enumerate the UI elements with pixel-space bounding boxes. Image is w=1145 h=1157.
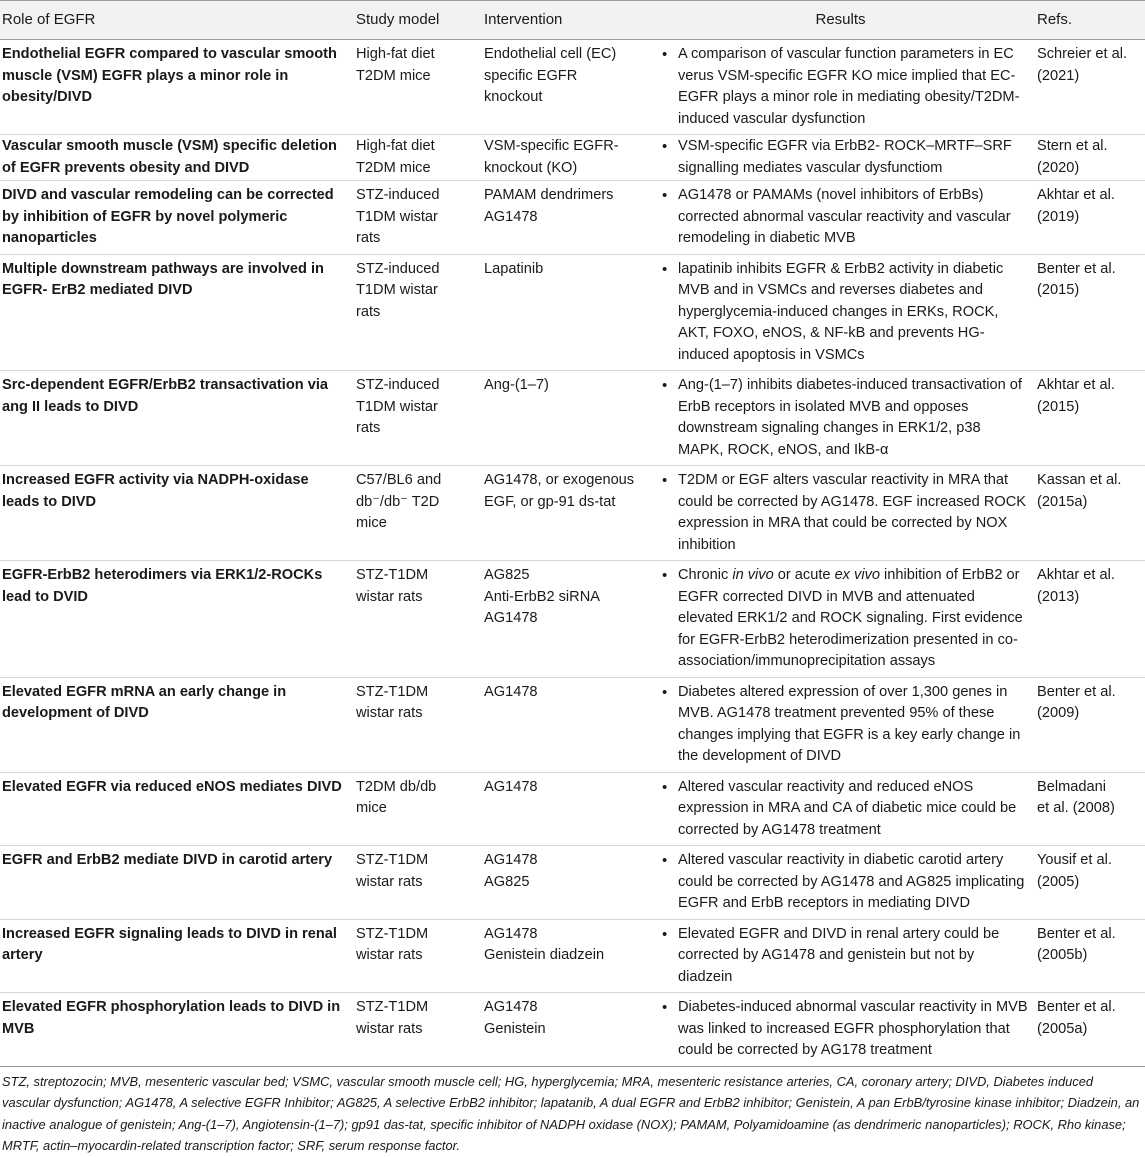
cell-model-line: T2DM db/db [356, 778, 437, 795]
cell-model [352, 677, 480, 772]
cell-model-line: STZ-induced [356, 377, 440, 393]
result-fragment: Chronic [678, 567, 733, 583]
cell-intervention [480, 181, 648, 255]
cell-ref [1033, 181, 1145, 255]
cell-model-line: STZ-T1DM [356, 852, 429, 868]
cell-ref [1033, 677, 1145, 772]
cell-ref-line: (2009) [1037, 705, 1080, 721]
cell-intervention-line: AG1478 [484, 610, 538, 626]
cell-role: Src-dependent EGFR/ErbB2 transactivation via ang II leads to DIVD [0, 371, 352, 466]
cell-ref-line: (2020) [1037, 159, 1080, 176]
bullet-icon: • [662, 683, 668, 701]
cell-ref-line: (2005) [1037, 873, 1080, 890]
table-row [0, 40, 1145, 135]
bullet-icon: • [662, 567, 668, 584]
cell-ref-line: Kassan et al. [1037, 472, 1122, 488]
cell-ref-line: Stern et al. [1037, 138, 1108, 154]
cell-role: DIVD and vascular remodeling can be corrected by inhibition of EGFR by novel polymeric nanoparticles [0, 181, 352, 255]
cell-model-line: rats [356, 303, 381, 320]
cell-result [648, 254, 1033, 371]
cell-intervention-line: Lapatinib [484, 260, 544, 277]
cell-model-line: STZ-T1DM [356, 567, 429, 583]
cell-model-line: rats [356, 420, 381, 436]
cell-intervention [480, 135, 648, 181]
bullet-icon: • [662, 377, 668, 394]
table-row [0, 135, 1145, 181]
cell-intervention-line: Genistein diadzein [484, 947, 605, 963]
table-row [0, 919, 1145, 993]
cell-result [648, 466, 1033, 561]
cell-ref-line: Schreier et al. [1037, 46, 1128, 62]
cell-ref [1033, 561, 1145, 678]
cell-model [352, 135, 480, 181]
result-text: Altered vascular reactivity in diabetic carotid artery could be corrected by AG1478 and AG825 implicating EGFR and ErbB receptors in mediating DIVD [678, 852, 1025, 911]
cell-model-line: db⁻/db⁻ T2D [356, 493, 440, 510]
cell-result [648, 135, 1033, 181]
bullet-icon: • [662, 472, 668, 489]
cell-intervention [480, 846, 648, 920]
table-body [0, 40, 1145, 1067]
table-row [0, 561, 1145, 678]
bullet-icon: • [662, 138, 668, 155]
cell-ref [1033, 846, 1145, 920]
cell-intervention [480, 993, 648, 1067]
result-text: AG1478 or PAMAMs (novel inhibitors of ErbBs) corrected abnormal vascular reactivity and vascular remodeling in diabetic MVB [678, 187, 1011, 246]
cell-model [352, 371, 480, 466]
cell-ref-line: Belmadani [1037, 778, 1106, 795]
cell-intervention-line: Anti-ErbB2 siRNA [484, 588, 600, 605]
header-intervention: Intervention [480, 1, 648, 40]
bullet-icon: • [662, 260, 668, 278]
cell-ref [1033, 466, 1145, 561]
result-text: T2DM or EGF alters vascular reactivity in MRA that could be corrected by AG1478. EGF increased ROCK expression in MRA that could be corrected by NOX inhibition [678, 472, 1026, 553]
cell-ref-line: Benter et al. [1037, 925, 1116, 942]
cell-model-line: STZ-T1DM [356, 925, 429, 942]
cell-result [648, 181, 1033, 255]
cell-intervention-line: AG1478 [484, 208, 538, 225]
header-results: Results [648, 1, 1033, 40]
cell-model-line: rats [356, 230, 381, 246]
result-text: VSM-specific EGFR via ErbB2- ROCK–MRTF–SRF signalling mediates vascular dysfunctiom [678, 138, 1012, 176]
cell-model-line: High-fat diet [356, 138, 435, 154]
cell-ref [1033, 993, 1145, 1067]
cell-model-line: T1DM wistar [356, 282, 438, 298]
cell-role: Endothelial EGFR compared to vascular smooth muscle (VSM) EGFR plays a minor role in obesity/DIVD [0, 40, 352, 135]
cell-model-line: T2DM mice [356, 159, 431, 176]
bullet-icon: • [662, 999, 668, 1016]
cell-ref [1033, 135, 1145, 181]
bullet-icon: • [662, 925, 668, 943]
cell-ref [1033, 254, 1145, 371]
cell-model-line: STZ-T1DM [356, 999, 429, 1015]
cell-intervention [480, 561, 648, 678]
cell-model [352, 40, 480, 135]
result-italic: ex vivo [834, 567, 880, 583]
cell-ref-line: (2005b) [1037, 947, 1088, 963]
cell-model-line: High-fat diet [356, 46, 435, 62]
cell-intervention-line: AG1478 [484, 778, 538, 795]
cell-model-line: STZ-T1DM [356, 683, 429, 700]
cell-ref [1033, 40, 1145, 135]
result-text: A comparison of vascular function parameters in EC verus VSM-specific EGFR KO mice implied that EC-EGFR plays a minor role in mediating obesity/T2DM-induced vascular dysfunction [678, 46, 1020, 127]
cell-result [648, 993, 1033, 1067]
cell-role: Elevated EGFR phosphorylation leads to DIVD in MVB [0, 993, 352, 1067]
bullet-icon: • [662, 46, 668, 63]
cell-intervention-line: VSM-specific EGFR- [484, 138, 619, 154]
result-fragment: or acute [773, 567, 835, 583]
result-text: lapatinib inhibits EGFR & ErbB2 activity in diabetic MVB and in VSMCs and reverses diabetes and hyperglycemia-induced changes in ERKs, ROCK, AKT, FOXO, eNOS, & NF-kB and prevents HG-induced apoptosis in VSMCs [678, 260, 1004, 363]
cell-model-line: mice [356, 800, 387, 816]
cell-ref [1033, 371, 1145, 466]
cell-intervention [480, 677, 648, 772]
cell-result [648, 846, 1033, 920]
cell-role: Vascular smooth muscle (VSM) specific deletion of EGFR prevents obesity and DIVD [0, 135, 352, 181]
cell-ref-line: (2015a) [1037, 493, 1088, 510]
cell-model-line: T1DM wistar [356, 398, 438, 415]
cell-intervention [480, 254, 648, 371]
cell-model [352, 181, 480, 255]
cell-role: Increased EGFR signaling leads to DIVD in renal artery [0, 919, 352, 993]
cell-role: EGFR-ErbB2 heterodimers via ERK1/2-ROCKs lead to DVID [0, 561, 352, 678]
cell-model-line: wistar rats [356, 873, 423, 890]
cell-model-line: mice [356, 515, 387, 531]
cell-model-line: STZ-induced [356, 187, 440, 203]
cell-model-line: wistar rats [356, 705, 423, 721]
cell-intervention-line: PAMAM dendrimers [484, 187, 614, 203]
cell-model-line: STZ-induced [356, 260, 440, 277]
cell-model-line: T2DM mice [356, 67, 431, 84]
cell-result [648, 561, 1033, 678]
cell-result [648, 40, 1033, 135]
cell-model-line: wistar rats [356, 947, 423, 963]
cell-intervention-line: Endothelial cell (EC) [484, 46, 617, 62]
cell-model [352, 561, 480, 678]
result-text [678, 565, 1029, 673]
cell-ref-line: Benter et al. [1037, 683, 1116, 700]
cell-ref-line: (2005a) [1037, 1020, 1088, 1037]
cell-intervention-line: AG1478 [484, 683, 538, 700]
cell-intervention [480, 919, 648, 993]
result-text: Diabetes-induced abnormal vascular reactivity in MVB was linked to increased EGFR phosphorylation that could be corrected by AG178 treatment [678, 999, 1028, 1058]
cell-model [352, 254, 480, 371]
cell-result [648, 772, 1033, 846]
cell-intervention-line: AG1478 [484, 852, 538, 868]
cell-ref-line: Akhtar et al. [1037, 187, 1115, 203]
cell-model [352, 919, 480, 993]
cell-ref [1033, 772, 1145, 846]
cell-ref-line: Benter et al. [1037, 260, 1116, 277]
cell-intervention-line: specific EGFR [484, 67, 578, 84]
result-fragment: inhibition of ErbB2 or EGFR corrected DIVD in MVB and attenuated elevated ERK1/2 and ROCK signaling. First evidence for EGFR-ErbB2 heterodimerization presented in co-association/immunoprecipitation assays [678, 567, 1023, 669]
result-italic: in vivo [732, 567, 774, 583]
header-refs: Refs. [1033, 1, 1145, 40]
bullet-icon: • [662, 852, 668, 869]
cell-result [648, 677, 1033, 772]
cell-intervention [480, 40, 648, 135]
table-header-row [0, 1, 1145, 40]
cell-ref-line: (2015) [1037, 398, 1080, 415]
cell-role: Multiple downstream pathways are involved in EGFR- ErB2 mediated DIVD [0, 254, 352, 371]
cell-ref-line: Akhtar et al. [1037, 567, 1115, 583]
cell-ref-line: et al. (2008) [1037, 800, 1115, 816]
cell-intervention [480, 772, 648, 846]
cell-ref-line: (2015) [1037, 282, 1080, 298]
cell-role: Elevated EGFR mRNA an early change in development of DIVD [0, 677, 352, 772]
cell-result [648, 371, 1033, 466]
cell-role: Increased EGFR activity via NADPH-oxidase leads to DIVD [0, 466, 352, 561]
cell-ref-line: (2013) [1037, 588, 1080, 605]
cell-intervention [480, 466, 648, 561]
cell-role: Elevated EGFR via reduced eNOS mediates DIVD [0, 772, 352, 846]
cell-role: EGFR and ErbB2 mediate DIVD in carotid artery [0, 846, 352, 920]
bullet-icon: • [662, 187, 668, 204]
cell-ref-line: (2019) [1037, 208, 1080, 225]
cell-intervention-line: AG825 [484, 873, 530, 890]
table-row [0, 772, 1145, 846]
cell-ref-line: Yousif et al. [1037, 852, 1112, 868]
result-text: Ang-(1–7) inhibits diabetes-induced transactivation of ErbB receptors in isolated MVB and opposes downstream signaling changes in ERK1/2, p38 MAPK, ROCK, eNOS, and IkB-α [678, 377, 1022, 458]
table-row [0, 254, 1145, 371]
bullet-icon: • [662, 778, 668, 796]
table-row [0, 181, 1145, 255]
cell-intervention-line: EGF, or gp-91 ds-tat [484, 493, 616, 510]
cell-intervention-line: Genistein [484, 1020, 546, 1037]
cell-model-line: wistar rats [356, 588, 423, 605]
header-model: Study model [352, 1, 480, 40]
table-row [0, 371, 1145, 466]
table-row [0, 846, 1145, 920]
table-footnote: STZ, streptozocin; MVB, mesenteric vascular bed; VSMC, vascular smooth muscle cell; HG, hyperglycemia; MRA, mesenteric resistance arteries, CA, coronary artery; DIVD, Diabetes induced vascular dysfunction; AG1478, A selective EGFR Inhibitor; AG825, A selective ErbB2 inhibitor; lapatanib, A dual EGFR and ErbB2 inhibitor; Genistein, A pan ErbB/tyrosine kinase inhibitor; Diadzein, an inactive analogue of genistein; Ang-(1–7), Angiotensin-(1–7); gp91 das-tat, specific inhibitor of NADPH oxidase (NOX); PAMAM, Polyamidoamine (as dendrimeric nanoparticles); ROCK, Rho kinase; MRTF, actin–myocardin-related transcription factor; SRF, serum response factor. [2, 1073, 1140, 1153]
cell-intervention-line: AG825 [484, 567, 530, 583]
result-text: Diabetes altered expression of over 1,300 genes in MVB. AG1478 treatment prevented 95% of these changes implying that EGFR is a key early change in the development of DIVD [678, 683, 1021, 764]
cell-model [352, 846, 480, 920]
cell-model [352, 772, 480, 846]
cell-ref-line: Akhtar et al. [1037, 377, 1115, 393]
cell-intervention-line: AG1478 [484, 925, 538, 942]
table-row [0, 993, 1145, 1067]
cell-model-line: T1DM wistar [356, 208, 438, 225]
cell-intervention-line: knockout [484, 89, 543, 105]
cell-model-line: C57/BL6 and [356, 472, 442, 488]
cell-ref-line: Benter et al. [1037, 999, 1116, 1015]
result-text: Altered vascular reactivity and reduced eNOS expression in MRA and CA of diabetic mice could be corrected by AG1478 treatment [678, 778, 1017, 838]
cell-ref [1033, 919, 1145, 993]
header-role: Role of EGFR [0, 1, 352, 40]
table-row [0, 466, 1145, 561]
cell-model [352, 993, 480, 1067]
cell-intervention-line: Ang-(1–7) [484, 377, 549, 393]
cell-result [648, 919, 1033, 993]
cell-intervention [480, 371, 648, 466]
cell-ref-line: (2021) [1037, 67, 1080, 84]
result-text: Elevated EGFR and DIVD in renal artery could be corrected by AG1478 and genistein but not by diadzein [678, 925, 1000, 985]
cell-model-line: wistar rats [356, 1020, 423, 1037]
cell-model [352, 466, 480, 561]
table-row [0, 677, 1145, 772]
cell-intervention-line: AG1478 [484, 999, 538, 1015]
cell-intervention-line: AG1478, or exogenous [484, 472, 635, 488]
cell-intervention-line: knockout (KO) [484, 159, 578, 176]
